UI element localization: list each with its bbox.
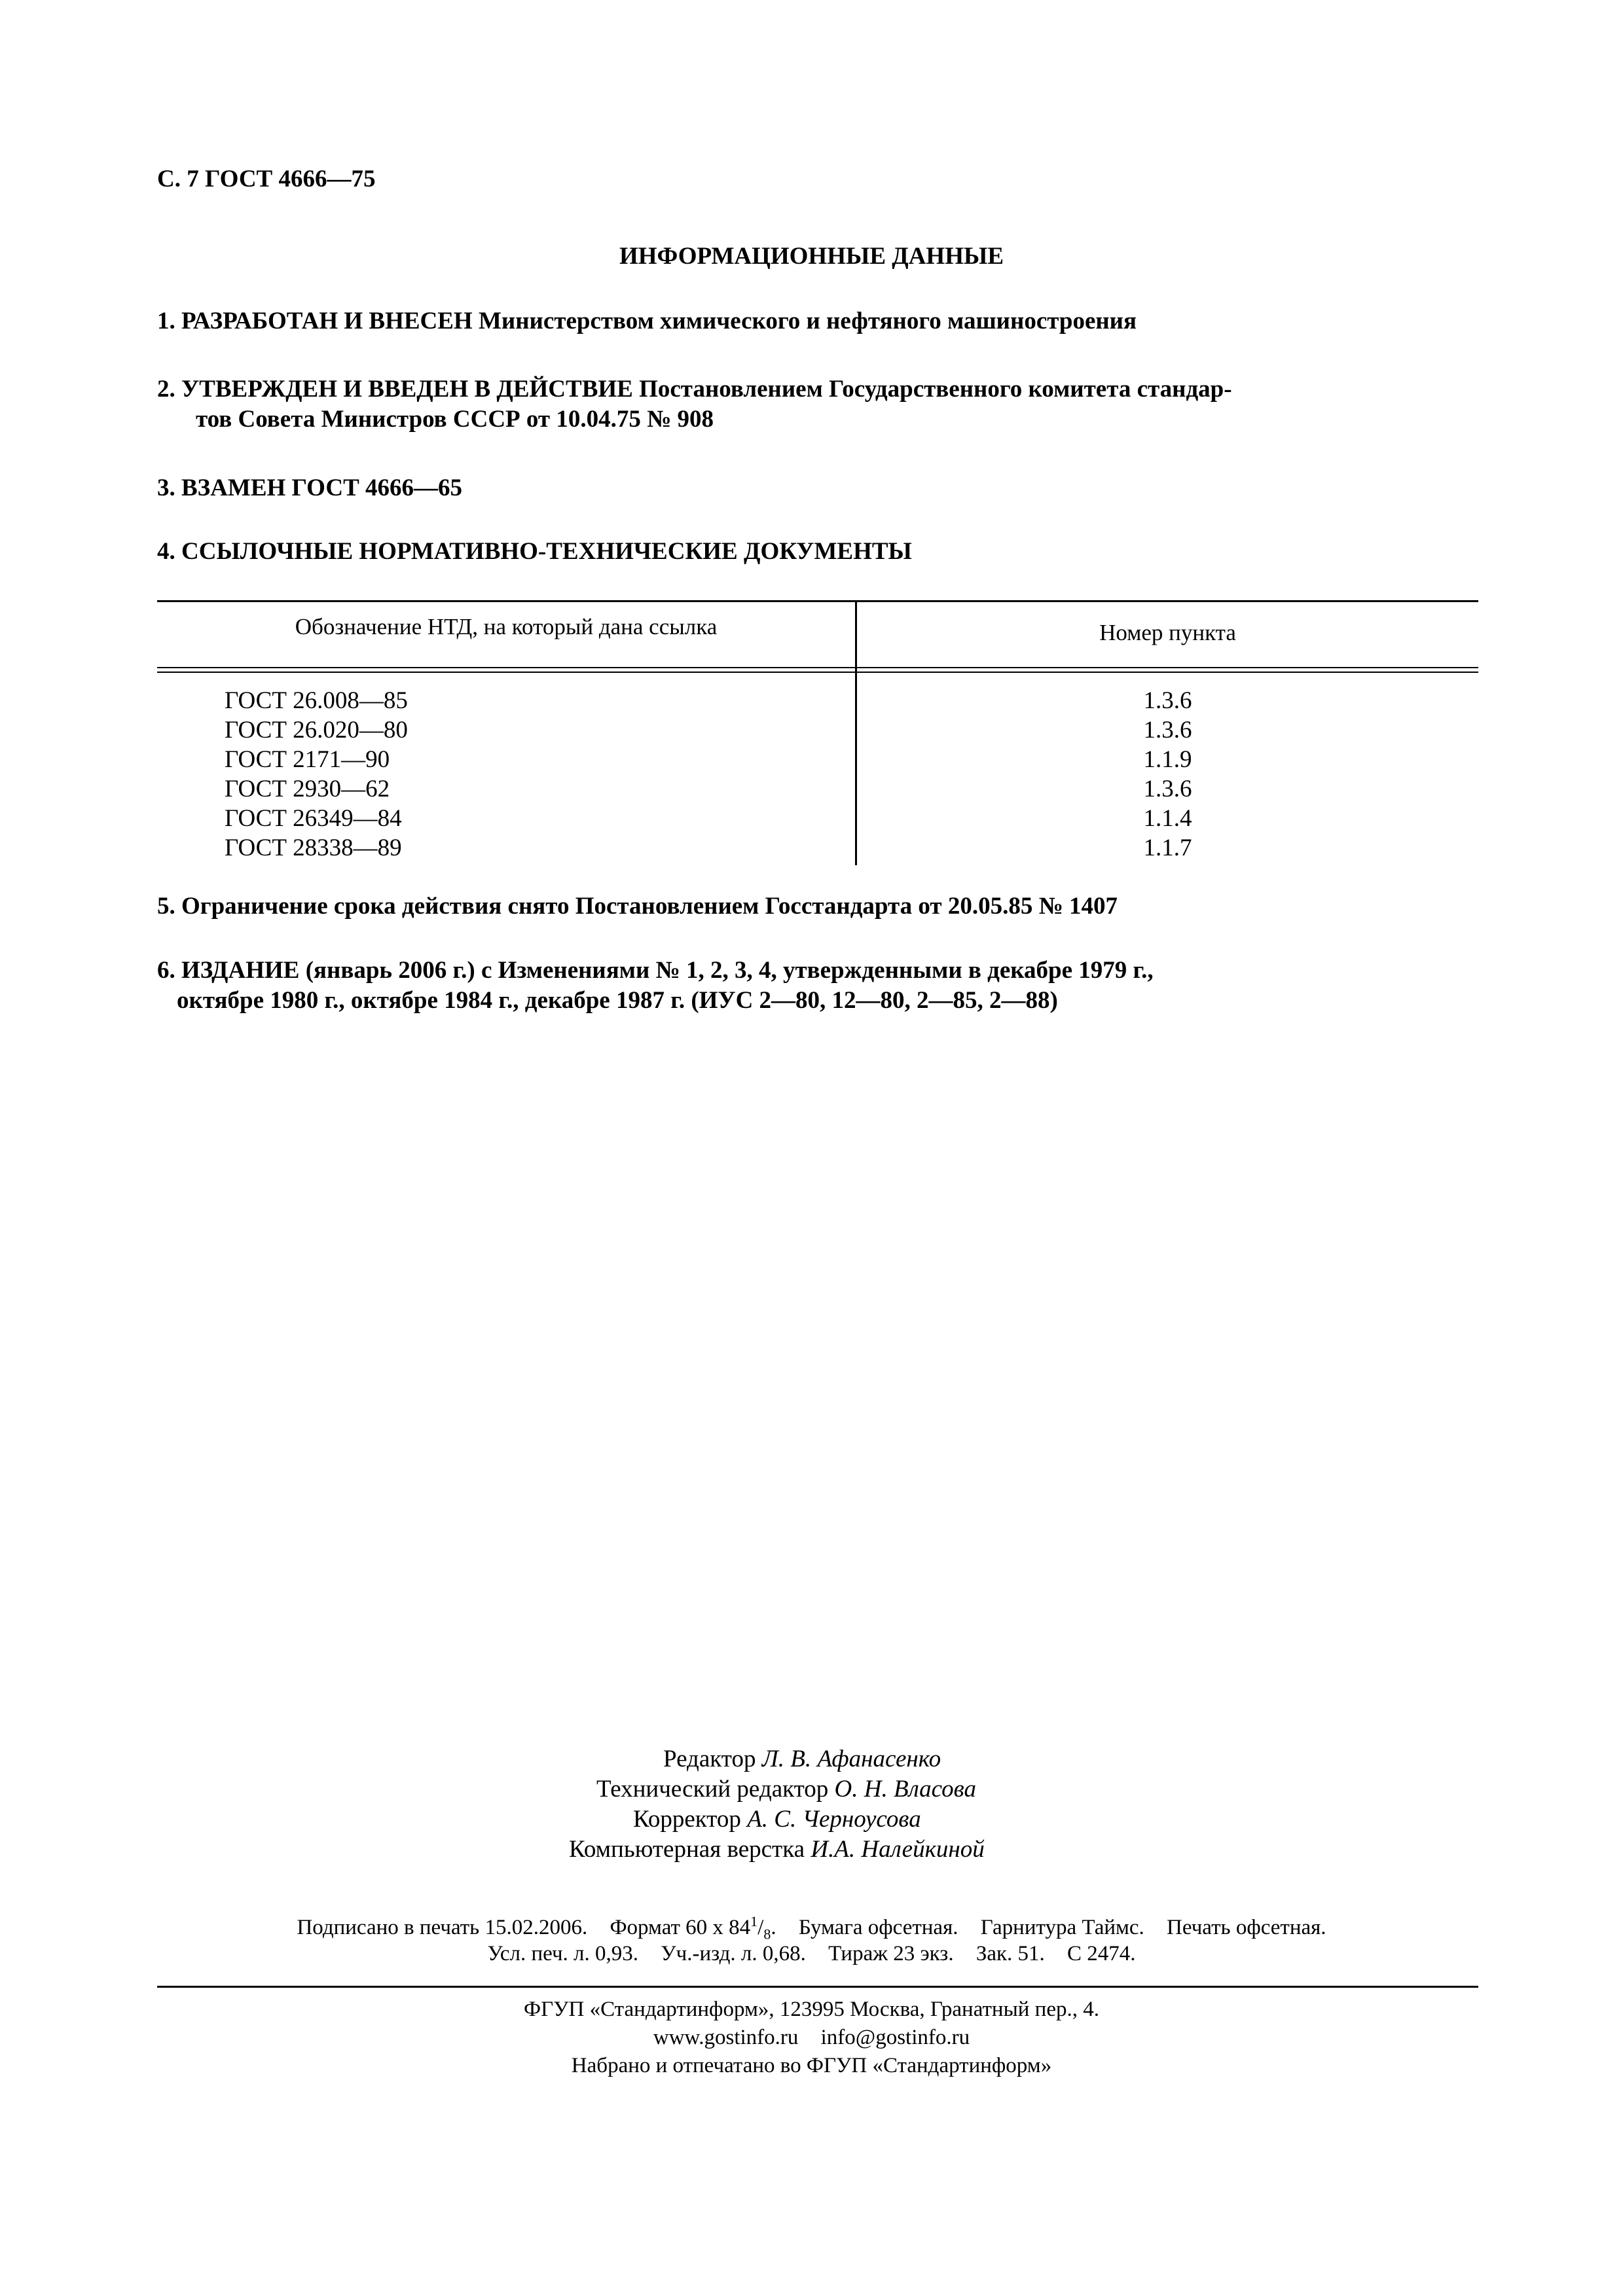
item-continuation: октябре 1980 г., октябре 1984 г., декабре 1987 г. (ИУС 2—80, 12—80, 2—85, 2—88) [177, 987, 1058, 1014]
credit-editor [663, 1744, 1087, 1774]
item-continuation: тов Совета Министров СССР от 10.04.75 № 908 [196, 406, 714, 433]
table-cell-point: 1.1.9 [1143, 746, 1192, 773]
item-lead: ССЫЛОЧНЫЕ НОРМАТИВНО-ТЕХНИЧЕСКИЕ ДОКУМЕНТЫ [181, 538, 912, 565]
credit-layout [569, 1835, 1087, 1865]
document-title: ИНФОРМАЦИОННЫЕ ДАННЫЕ [619, 243, 1004, 270]
print-method: Печать офсетная. [1167, 1916, 1326, 1939]
item-number: 5. [157, 893, 175, 920]
table-header-doc: Обозначение НТД, на который дана ссылка [295, 614, 718, 639]
credit-role: Редактор [663, 1746, 756, 1772]
publisher-email: info@gostinfo.ru [820, 2026, 970, 2049]
info-item-4 [157, 537, 1480, 567]
item-text: Постановлением Государственного комитета стандар- [639, 376, 1232, 403]
item-lead: ВЗАМЕН ГОСТ 4666—65 [181, 475, 463, 501]
item-number: 3. [157, 475, 175, 501]
credit-name: И.А. Налейкиной [811, 1836, 985, 1863]
table-cell-doc: ГОСТ 26.020—80 [225, 717, 408, 744]
item-text: (январь 2006 г.) с Изменениями № 1, 2, 3, 4, утвержденными в декабре 1979 г., [305, 957, 1154, 984]
table-cell-point: 1.1.4 [1143, 805, 1192, 832]
credit-proofreader [633, 1804, 1087, 1835]
credit-role: Компьютерная верстка [569, 1836, 805, 1863]
print-paper: Бумага офсетная. [798, 1916, 958, 1939]
item-number: 1. [157, 308, 175, 334]
print-code: С 2474. [1067, 1942, 1136, 1965]
info-item-3 [157, 473, 1480, 503]
print-signed: Подписано в печать 15.02.2006. [297, 1916, 588, 1939]
info-item-1 [157, 306, 1480, 336]
publisher-contacts [0, 2026, 1623, 2050]
table-column-docs [225, 686, 408, 863]
item-number: 4. [157, 538, 175, 565]
table-top-rule [157, 600, 1478, 602]
credit-name: А. С. Черноусова [747, 1806, 921, 1833]
table-header-rule [157, 672, 1478, 673]
credit-name: Л. В. Афанасенко [761, 1746, 941, 1772]
print-info-line-2 [0, 1942, 1623, 1966]
credit-tech-editor [596, 1774, 1087, 1804]
credits-block [569, 1744, 1087, 1865]
footer-rule [157, 1986, 1478, 1988]
table-header-point: Номер пункта [1099, 620, 1236, 645]
print-copies: Тираж 23 экз. [828, 1942, 954, 1965]
table-cell-doc: ГОСТ 26349—84 [225, 805, 402, 832]
table-cell-doc: ГОСТ 28338—89 [225, 834, 402, 861]
credit-role: Технический редактор [596, 1776, 829, 1803]
table-cell-doc: ГОСТ 2930—62 [225, 776, 390, 802]
print-info-line-1 [0, 1913, 1623, 1943]
item-lead: ИЗДАНИЕ [181, 957, 300, 984]
item-text: Министерством химического и нефтяного машиностроения [478, 308, 1137, 334]
info-item-6 [157, 956, 1480, 1016]
item-number: 6. [157, 957, 175, 984]
print-edition-sheets: Уч.-изд. л. 0,68. [661, 1942, 806, 1965]
credit-name: О. Н. Власова [834, 1776, 976, 1803]
table-cell-point: 1.3.6 [1143, 717, 1192, 744]
print-format: Формат 60 х $84^1/_8$. [610, 1913, 776, 1943]
info-item-5 [157, 891, 1480, 922]
item-lead: РАЗРАБОТАН И ВНЕСЕН [181, 308, 473, 334]
page-header: С. 7 ГОСТ 4666—75 [157, 166, 376, 192]
credit-role: Корректор [633, 1806, 741, 1833]
print-font: Гарнитура Таймс. [980, 1916, 1144, 1939]
publisher-website: www.gostinfo.ru [653, 2026, 799, 2049]
table-header-rule [157, 667, 1478, 668]
print-order: Зак. 51. [976, 1942, 1045, 1965]
info-item-2 [157, 374, 1480, 435]
print-sheets: Усл. печ. л. 0,93. [487, 1942, 639, 1965]
table-cell-point: 1.3.6 [1143, 776, 1192, 802]
item-lead: УТВЕРЖДЕН И ВВЕДЕН В ДЕЙСТВИЕ [181, 376, 633, 403]
table-cell-doc: ГОСТ 26.008—85 [225, 687, 408, 714]
publisher-address: ФГУП «Стандартинформ», 123995 Москва, Гранатный пер., 4. [524, 1998, 1099, 2021]
item-text: Ограничение срока действия снято Постановлением Госстандарта от 20.05.85 № 1407 [181, 893, 1118, 920]
item-number: 2. [157, 376, 175, 403]
table-cell-point: 1.3.6 [1143, 687, 1192, 714]
table-cell-point: 1.1.7 [1143, 834, 1192, 861]
table-column-points [857, 686, 1478, 863]
table-cell-doc: ГОСТ 2171—90 [225, 746, 390, 773]
publisher-printed-by: Набрано и отпечатано во ФГУП «Стандартинформ» [571, 2054, 1052, 2077]
